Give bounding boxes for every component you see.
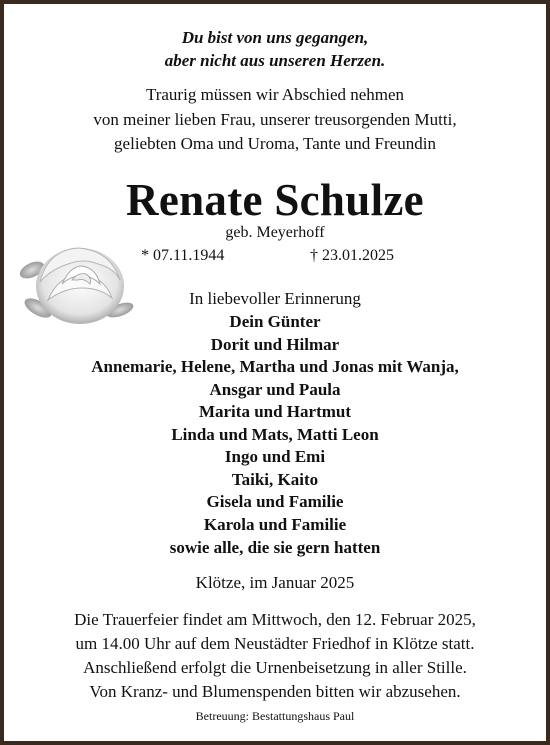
mourner-item: Dein Günter [229, 312, 321, 331]
mourner-item: sowie alle, die sie gern hatten [169, 538, 381, 557]
mourner-item: Karola und Familie [203, 515, 347, 534]
place-date: Klötze, im Januar 2025 [195, 573, 355, 592]
funeral-info-line: Anschließend erfolgt die Urnenbeisetzung in aller Stille. [83, 658, 467, 677]
intro-line-2: von meiner lieben Frau, unserer treusorgenden Mutti, [93, 110, 457, 129]
motto-line-1: Du bist von uns gegangen, [181, 28, 369, 47]
mourner-item: Marita und Hartmut [198, 402, 352, 421]
remembrance-heading: In liebevoller Erinnerung [189, 289, 361, 308]
mourner-item: Dorit und Hilmar [210, 335, 340, 354]
mourner-item: Ingo und Emi [224, 447, 326, 466]
birth-date: * 07.11.1944 [141, 247, 225, 264]
intro-line-3: geliebten Oma und Uroma, Tante und Freundin [114, 134, 436, 153]
mourner-item: Taiki, Kaito [231, 470, 319, 489]
mourner-item: Annemarie, Helene, Martha und Jonas mit Wanja, [91, 357, 459, 376]
mourner-item: Ansgar und Paula [209, 380, 341, 399]
funeral-info-line: um 14.00 Uhr auf dem Neustädter Friedhof in Klötze statt. [75, 634, 475, 653]
death-date: † 23.01.2025 [310, 247, 394, 264]
deceased-name: Renate Schulze [126, 175, 424, 225]
mourner-item: Linda und Mats, Matti Leon [171, 425, 379, 444]
maiden-name: geb. Meyerhoff [225, 224, 325, 241]
undertaker-credit: Betreuung: Bestattungshaus Paul [195, 709, 355, 723]
obituary-card [4, 4, 546, 741]
funeral-info-line: Von Kranz- und Blumenspenden bitten wir abzusehen. [89, 682, 461, 701]
mourner-item: Gisela und Familie [206, 492, 344, 511]
motto-line-2: aber nicht aus unseren Herzen. [164, 51, 386, 70]
intro-line-1: Traurig müssen wir Abschied nehmen [145, 85, 405, 104]
funeral-info-line: Die Trauerfeier findet am Mittwoch, den 12. Februar 2025, [74, 610, 476, 629]
